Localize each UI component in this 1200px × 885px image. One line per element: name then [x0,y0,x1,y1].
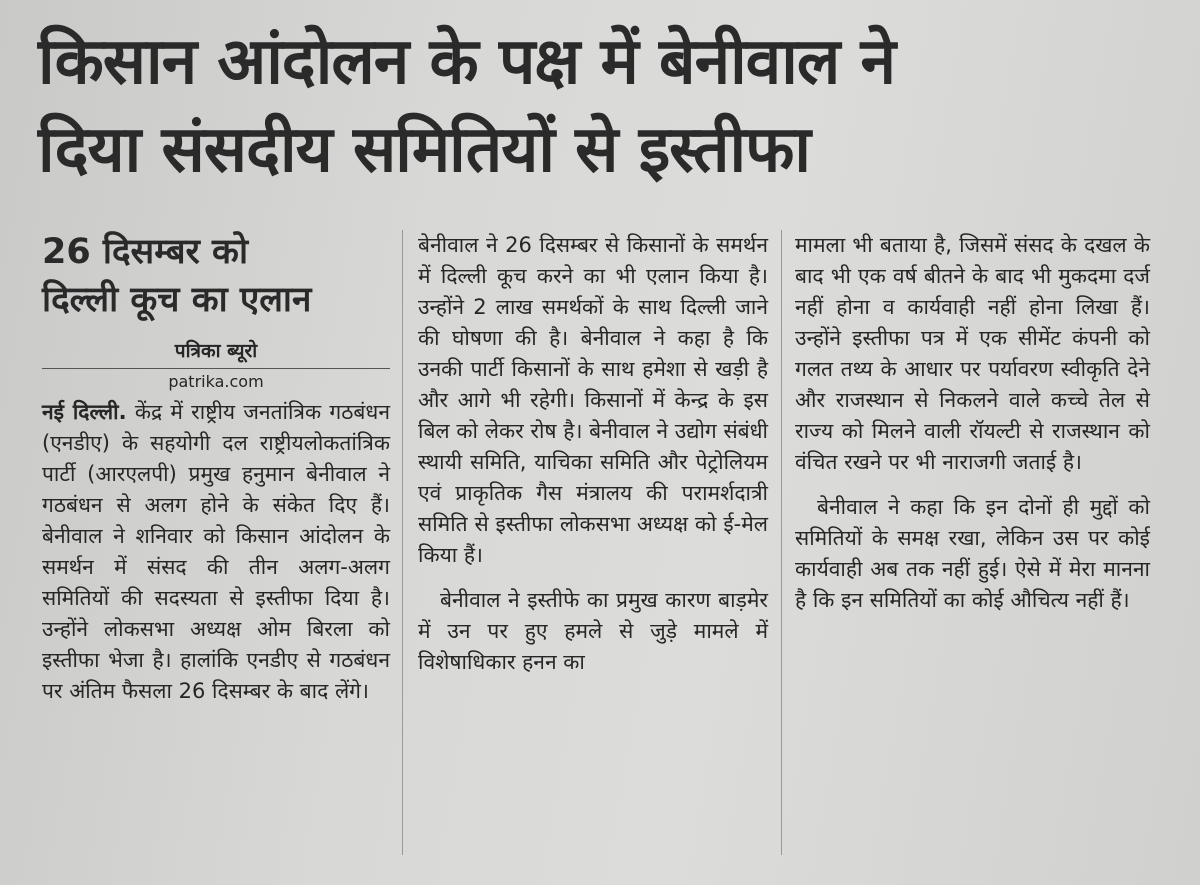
column-2 [418,230,768,885]
column-divider [402,230,403,855]
headline [38,18,1188,194]
byline: पत्रिका ब्यूरो [42,338,390,369]
headline-line-2: दिया संसदीय समितियों से इस्तीफा [38,113,811,187]
headline-line-1: किसान आंदोलन के पक्ष में बेनीवाल ने [38,25,896,99]
subheadline-line-2: दिल्ली कूच का एलान [42,280,312,320]
column-divider [781,230,782,855]
subheadline [42,228,390,324]
dateline: नई दिल्ली. [42,400,127,424]
subheadline-line-1: 26 दिसम्बर को [42,232,249,272]
column-1 [42,228,390,885]
body-paragraph: बेनीवाल ने कहा कि इन दोनों ही मुद्दों को समितियों के समक्ष रखा, लेकिन उस पर कोई कार्यवाही अब तक नहीं हुई। ऐसे में मेरा मानना है कि इन समितियों का कोई औचित्य नहीं हैं। [795,495,1150,612]
body-paragraph: बेनीवाल ने इस्तीफे का प्रमुख कारण बाड़मेर में उन पर हुए हमले से जुड़े मामले में विशेषाधिकार हनन का [418,588,768,674]
lead-paragraph [42,397,390,707]
body-paragraph: मामला भी बताया है, जिसमें संसद के दखल के बाद भी एक वर्ष बीतने के बाद भी मुकदमा दर्ज नहीं होना व कार्यवाही नहीं होना लिखा हैं। उन्होंने इस्तीफा पत्र में एक सीमेंट कंपनी को गलत तथ्य के आधार पर पर्यावरण स्वीकृति देने और राजस्थान से निकलने वाले कच्चे तेल से राज्य को मिलने वाली रॉयल्टी से राजस्थान को वंचित रखने पर भी नाराजगी जताई है। [795,233,1150,474]
source-site: patrika.com [168,372,264,391]
body-paragraph: बेनीवाल ने 26 दिसम्बर से किसानों के समर्थन में दिल्ली कूच करने का भी एलान किया है। उन्होंने 2 लाख समर्थकों के साथ दिल्ली जाने की घोषणा की है। बेनीवाल ने कहा है कि उनकी पार्टी किसानों के साथ हमेशा से खड़ी है और आगे भी रहेगी। किसानों में केन्द्र के इस बिल को लेकर रोष है। बेनीवाल ने उद्योग संबंधी स्थायी समिति, याचिका समिति और पेट्रोलियम एवं प्राकृतिक गैस मंत्रालय की परामर्शदात्री समिति से इस्तीफा लोकसभा अध्यक्ष को ई-मेल किया हैं। [418,233,768,567]
column-3 [795,230,1150,885]
lead-text: केंद्र में राष्ट्रीय जनतांत्रिक गठबंधन (एनडीए) के सहयोगी दल राष्ट्रीयलोकतांत्रिक पार्टी (आरएलपी) प्रमुख हनुमान बेनीवाल ने गठबंधन से अलग होने के संकेत दिए हैं। बेनीवाल ने शनिवार को किसान आंदोलन के समर्थन में संसद की तीन अलग-अलग समितियों की सदस्यता से इस्तीफा दिया है। उन्होंने लोकसभा अध्यक्ष ओम बिरला को इस्तीफा भेजा है। हालांकि एनडीए से गठबंधन पर अंतिम फैसला 26 दिसम्बर के बाद लेंगे। [42,400,390,703]
